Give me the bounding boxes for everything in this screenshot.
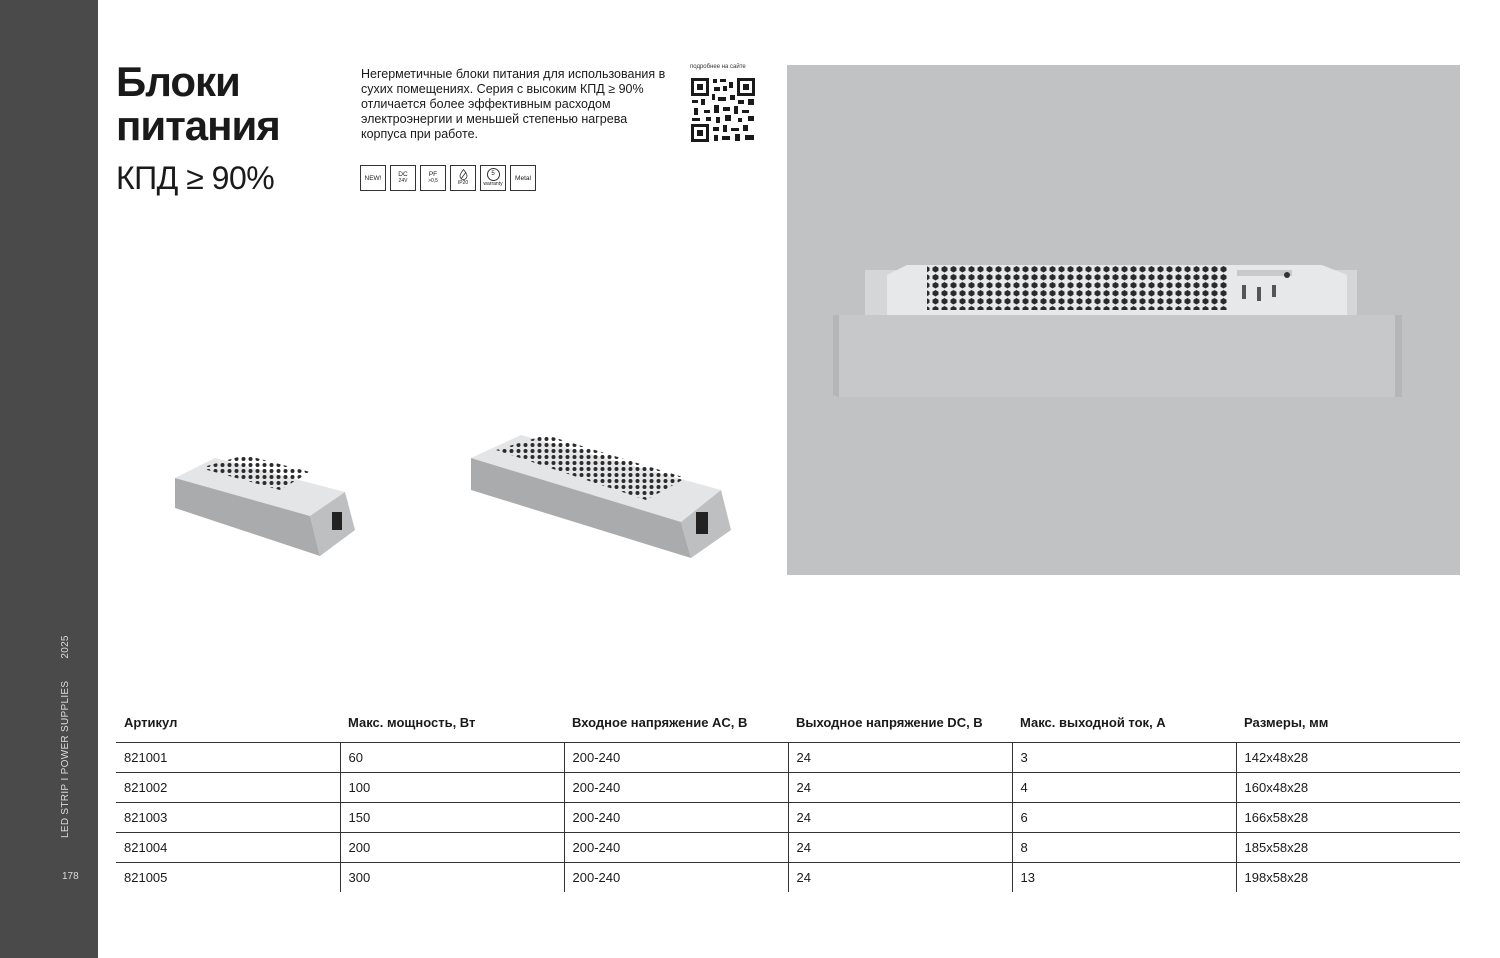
power-supply-large-thumbnail — [466, 430, 746, 570]
badge-text: NEW! — [364, 174, 382, 182]
power-supply-small-thumbnail — [170, 450, 360, 560]
table-cell: 200-240 — [564, 773, 788, 803]
dc-voltage-icon — [390, 165, 416, 191]
qr-code-icon[interactable] — [690, 77, 756, 143]
column-header: Макс. мощность, Вт — [340, 702, 564, 743]
badge-subtext: >0,5 — [428, 178, 438, 184]
sidebar — [0, 0, 98, 958]
table-cell: 200-240 — [564, 803, 788, 833]
table-cell: 821004 — [116, 833, 340, 863]
column-header: Размеры, мм — [1236, 702, 1460, 743]
table-cell: 300 — [340, 863, 564, 893]
qr-caption: подробнее на сайте — [690, 64, 746, 70]
badge-subtext: warranty — [483, 181, 503, 187]
badge-text: DC — [398, 171, 408, 178]
table-cell: 24 — [788, 833, 1012, 863]
warranty-years: 5 — [487, 168, 500, 181]
table-cell: 24 — [788, 743, 1012, 773]
table-cell: 821001 — [116, 743, 340, 773]
table-cell: 150 — [340, 803, 564, 833]
table-row — [116, 743, 1460, 773]
table-cell: 821005 — [124, 870, 168, 885]
table-cell: 200-240 — [564, 863, 788, 893]
feature-badges — [360, 165, 536, 191]
table-cell: 142x48x28 — [1236, 743, 1460, 773]
table-cell: 198x58x28 — [1236, 863, 1460, 893]
column-header: Макс. выходной ток, А — [1012, 702, 1236, 743]
table-header-row — [116, 702, 1460, 743]
table-cell: 821002 — [116, 773, 340, 803]
droplet-icon — [459, 169, 468, 180]
sidebar-running-title — [60, 635, 71, 838]
specifications-table — [116, 702, 1460, 892]
new-badge-icon — [360, 165, 386, 191]
column-header: Выходное напряжение DC, В — [788, 702, 1012, 743]
column-header: Входное напряжение AC, В — [564, 702, 788, 743]
table-cell: 6 — [1012, 803, 1236, 833]
catalog-name: LED STRIP — [60, 783, 71, 838]
table-cell: 166x58x28 — [1236, 803, 1460, 833]
table-cell: 200 — [340, 833, 564, 863]
badge-subtext: IP20 — [457, 180, 469, 186]
separator: I — [60, 777, 71, 781]
table-cell: 60 — [340, 743, 564, 773]
table-row — [116, 863, 1460, 893]
table-cell: 13 — [1012, 863, 1236, 893]
table-cell: 8 — [1012, 833, 1236, 863]
power-supply-front-icon — [787, 65, 1460, 575]
catalog-year: 2025 — [60, 635, 71, 659]
table-row — [116, 773, 1460, 803]
table-cell: 4 — [1012, 773, 1236, 803]
table-cell: 3 — [1012, 743, 1236, 773]
page-subtitle: КПД ≥ 90% — [116, 160, 275, 196]
table-cell: 200-240 — [564, 833, 788, 863]
page-title-line1: Блоки — [116, 58, 240, 105]
column-header: Артикул — [116, 702, 340, 743]
page-title-line2: питания — [116, 102, 280, 149]
product-hero-photo — [787, 65, 1460, 575]
metal-icon — [510, 165, 536, 191]
table-cell: 24 — [788, 863, 1012, 893]
section-name: POWER SUPPLIES — [60, 680, 71, 775]
product-description: Негерметичные блоки питания для использования в сухих помещениях. Серия с высоким КПД ≥ 90% отличается более эффективным расходом электроэнергии и меньшей степенью нагрева корпуса при работе. — [361, 67, 666, 141]
table-row — [116, 803, 1460, 833]
power-factor-icon — [420, 165, 446, 191]
ip20-icon — [450, 165, 476, 191]
table-cell: 185x58x28 — [1236, 833, 1460, 863]
page-title — [116, 60, 280, 148]
table-row — [116, 833, 1460, 863]
badge-text: Metal — [515, 174, 531, 182]
table-cell: 821003 — [116, 803, 340, 833]
table-cell: 100 — [340, 773, 564, 803]
table-cell: 200-240 — [564, 743, 788, 773]
table-cell: 160x48x28 — [1236, 773, 1460, 803]
badge-text: PF — [428, 171, 438, 178]
table-cell: 24 — [788, 773, 1012, 803]
page-number: 178 — [62, 871, 79, 882]
warranty-icon — [480, 165, 506, 191]
table-cell: 24 — [788, 803, 1012, 833]
badge-subtext: 24V — [398, 178, 408, 184]
